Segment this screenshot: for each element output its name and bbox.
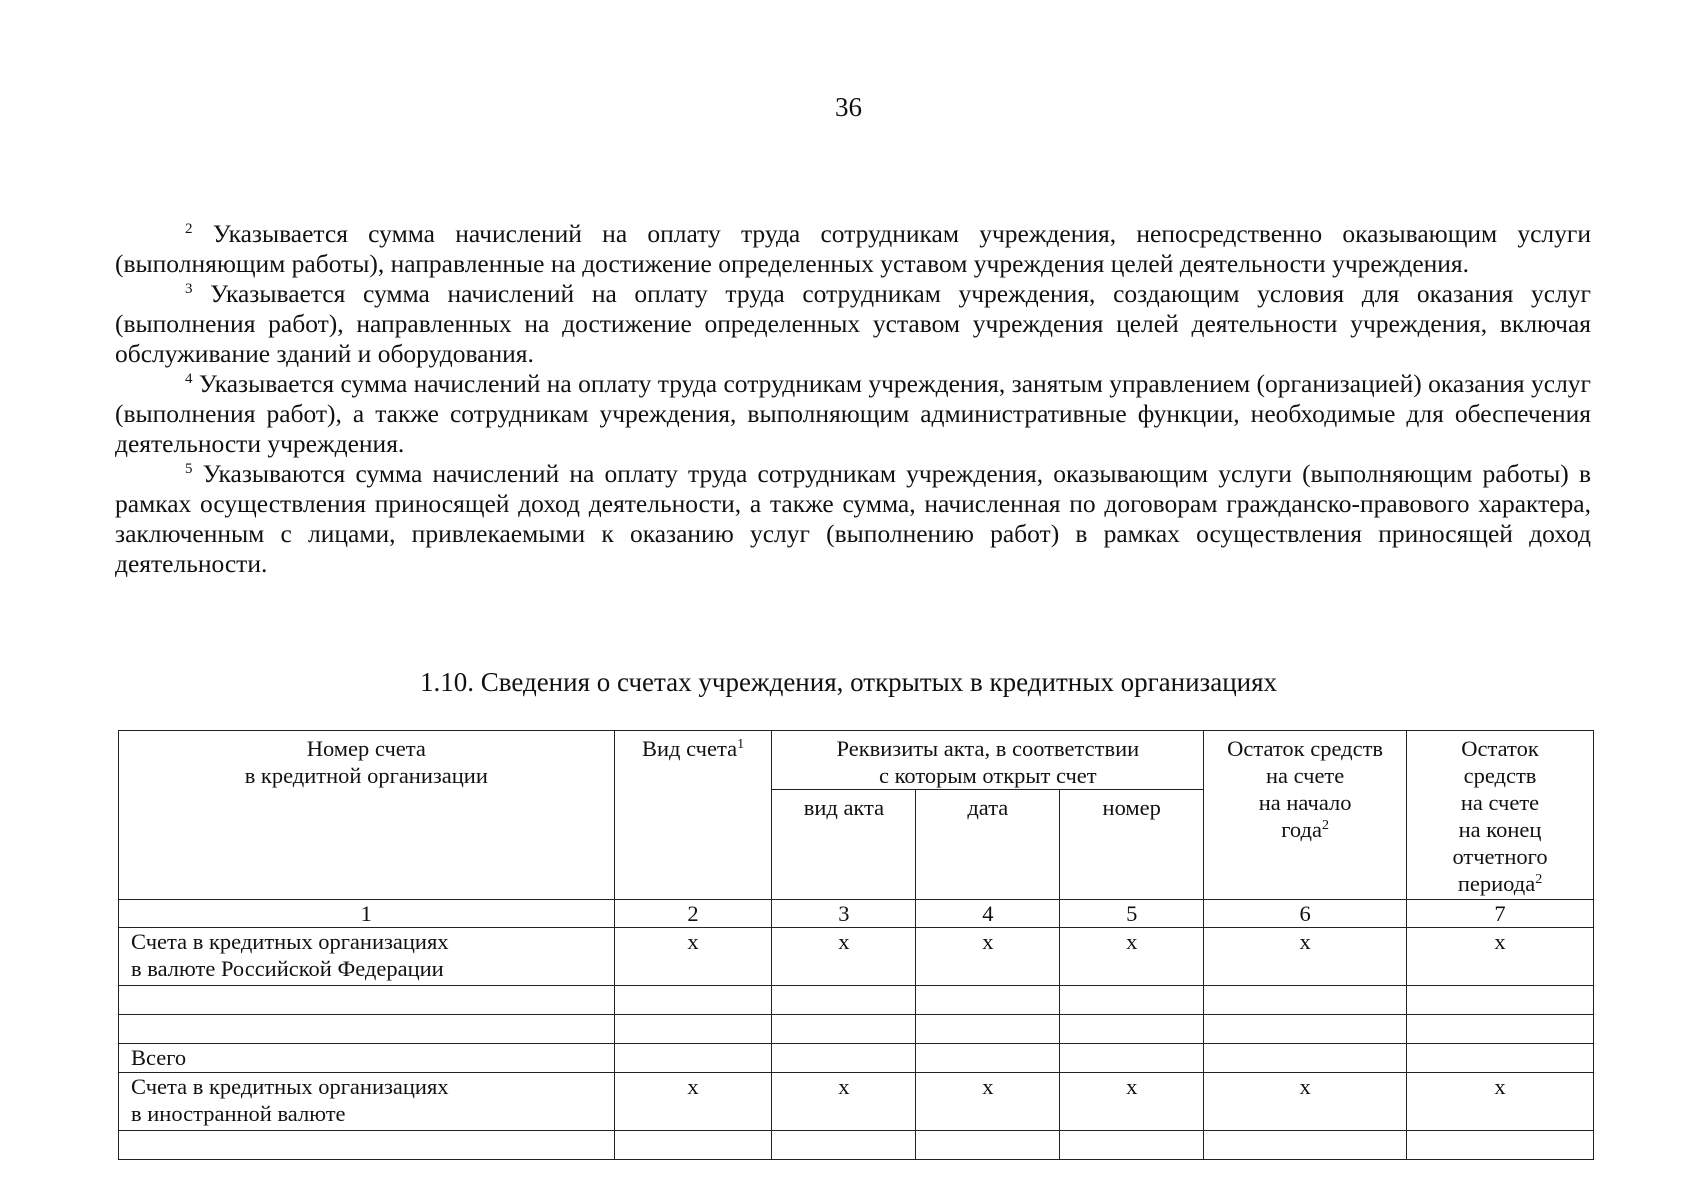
table-cell: х (1407, 1073, 1594, 1131)
header-text: Реквизиты акта, в соответствии (836, 736, 1140, 761)
column-number: 4 (916, 900, 1060, 928)
header-act-type: вид акта (772, 790, 916, 900)
header-text: Вид счета (642, 736, 738, 761)
footnote-ref: 2 (1321, 818, 1329, 833)
table-cell (1204, 1015, 1407, 1044)
header-text: на счете (1265, 763, 1345, 788)
table-cell (1407, 1131, 1594, 1160)
table-cell (1060, 1131, 1204, 1160)
table-cell: х (614, 1073, 772, 1131)
footnote-text: Указывается сумма начислений на оплату труда сотрудникам учреждения, занятым управлением (организацией) оказания услуг (выполнения работ), а также сотрудникам учреждения, выполняющим административные функции, необходимые для обеспечения деятельности учреждения. (115, 369, 1591, 458)
table-cell: х (772, 1073, 916, 1131)
footnote-4 (115, 369, 1591, 459)
header-balance-end (1407, 731, 1594, 900)
footnote-marker: 3 (185, 281, 193, 297)
footnote-3 (115, 279, 1591, 369)
table-cell: х (1204, 1073, 1407, 1131)
footnote-marker: 5 (185, 461, 193, 477)
row-label (119, 1015, 615, 1044)
table-cell: х (1060, 1073, 1204, 1131)
table-row (119, 986, 1594, 1015)
column-number: 2 (614, 900, 772, 928)
column-number: 5 (1060, 900, 1204, 928)
column-number: 1 (119, 900, 615, 928)
column-number-row (119, 900, 1594, 928)
footnote-ref: 2 (1535, 872, 1543, 887)
table-cell: х (916, 928, 1060, 986)
table-cell (1060, 1015, 1204, 1044)
table-cell (1204, 1044, 1407, 1073)
header-balance-start (1204, 731, 1407, 900)
footnote-marker: 4 (185, 371, 193, 387)
row-label-text: в иностранной валюте (131, 1101, 346, 1126)
table-row (119, 1015, 1594, 1044)
table-cell (772, 1044, 916, 1073)
footnote-5 (115, 459, 1591, 579)
row-label (119, 986, 615, 1015)
accounts-table (118, 730, 1594, 1160)
row-label (119, 928, 615, 986)
table-cell: х (772, 928, 916, 986)
table-cell (614, 1131, 772, 1160)
row-label-text: в валюте Российской Федерации (131, 956, 444, 981)
row-label (119, 1131, 615, 1160)
table-cell: х (916, 1073, 1060, 1131)
table-header-row (119, 731, 1594, 790)
footnote-text: Указывается сумма начислений на оплату труда сотрудникам учреждения, создающим условия для оказания услуг (выполнения работ), направленных на достижение определенных уставом учреждения целей деятельности учреждения, включая обслуживание зданий и оборудования. (115, 279, 1591, 368)
table-cell (1407, 1015, 1594, 1044)
header-act-details (772, 731, 1204, 790)
header-text: Остаток средств (1227, 736, 1384, 761)
table-cell (1204, 986, 1407, 1015)
table-cell: х (1204, 928, 1407, 986)
table-cell (1204, 1131, 1407, 1160)
page-number: 36 (835, 92, 862, 122)
table-cell (1407, 1044, 1594, 1073)
table-cell (772, 986, 916, 1015)
table-row (119, 928, 1594, 986)
header-text: на счете (1460, 790, 1540, 815)
column-number: 6 (1204, 900, 1407, 928)
table-cell (916, 1131, 1060, 1160)
table-cell (1407, 986, 1594, 1015)
table-cell: х (1060, 928, 1204, 986)
header-text: Номер счета (306, 736, 426, 761)
header-act-number: номер (1060, 790, 1204, 900)
header-text: на конец (1458, 817, 1542, 842)
header-account-type (614, 731, 772, 900)
table-cell (1060, 1044, 1204, 1073)
header-text: отчетного (1452, 844, 1548, 869)
row-label-text: Счета в кредитных организациях (131, 929, 449, 954)
table-cell (614, 1015, 772, 1044)
footnote-2 (115, 219, 1591, 279)
footnote-marker: 2 (185, 221, 193, 237)
header-text: на начало (1258, 790, 1352, 815)
table-cell: х (1407, 928, 1594, 986)
header-text: средств (1463, 763, 1537, 788)
header-text: периода (1457, 871, 1536, 896)
footnotes (115, 219, 1591, 579)
table-cell (772, 1131, 916, 1160)
row-label (119, 1073, 615, 1131)
section-title: 1.10. Сведения о счетах учреждения, открытых в кредитных организациях (419, 667, 1278, 697)
row-label-text: Счета в кредитных организациях (131, 1074, 449, 1099)
table-cell (1060, 986, 1204, 1015)
column-number: 3 (772, 900, 916, 928)
table-row (119, 1131, 1594, 1160)
table-cell (614, 986, 772, 1015)
footnote-ref: 1 (737, 737, 745, 752)
table-cell (916, 986, 1060, 1015)
table-row-total (119, 1044, 1594, 1073)
table-row (119, 1073, 1594, 1131)
header-act-date: дата (916, 790, 1060, 900)
header-text: Остаток (1461, 736, 1539, 761)
header-text: с которым открыт счет (879, 763, 1097, 788)
footnote-text: Указывается сумма начислений на оплату труда сотрудникам учреждения, непосредственно оказывающим услуги (выполняющим работы), направленные на достижение определенных уставом учреждения целей деятельности учреждения. (115, 219, 1592, 278)
header-text: в кредитной организации (244, 763, 488, 788)
table-cell (614, 1044, 772, 1073)
table-cell: х (614, 928, 772, 986)
table-cell (772, 1015, 916, 1044)
table-cell (916, 1044, 1060, 1073)
table-cell (916, 1015, 1060, 1044)
column-number: 7 (1407, 900, 1594, 928)
row-label-total: Всего (119, 1044, 615, 1073)
header-text: года (1281, 817, 1322, 842)
header-account-number (119, 731, 615, 900)
footnote-text: Указываются сумма начислений на оплату труда сотрудникам учреждения, оказывающим услуги (выполняющим работы) в рамках осуществления приносящей доход деятельности, а также сумма, начисленная по договорам гражданско-правового характера, заключенным с лицами, привлекаемыми к оказанию услуг (выполнению работ) в рамках осуществления приносящей доход деятельности. (115, 459, 1591, 578)
